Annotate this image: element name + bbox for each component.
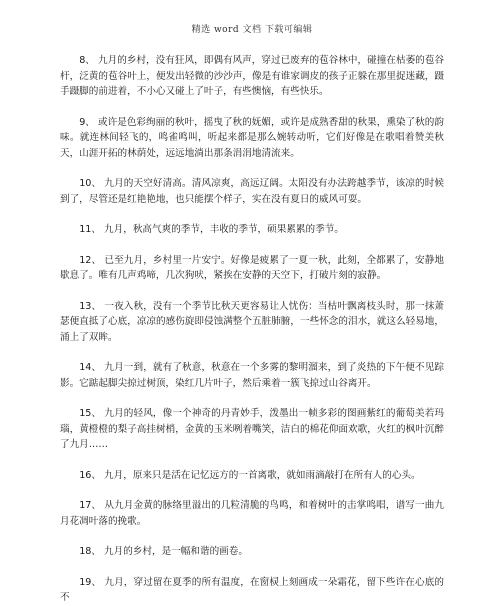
paragraph-19: 19、 九月，穿过留在夏季的所有温度，在窗棂上刻画成一朵霜花，留下些许在心底的不 [60, 576, 444, 603]
paragraph-12: 12、 已至九月，乡村里一片安宁。好像是疲累了一夏一秋，此刻，全都累了，安静地歇息了。唯有几声鸡啼，几次狗吠，紧挨在安静的天空下，打破片刻的寂静。 [60, 254, 444, 281]
paragraph-15: 15、 九月的轻风，像一个神奇的丹青妙手，泼墨出一帧多彩的图画紫红的葡萄美若玛瑙，黄橙橙的梨子高挂树梢，金黄的玉米咧着嘴笑，洁白的棉花仰面欢歌，火红的枫叶沉醉了九月…… [60, 408, 444, 450]
paragraph-10: 10、 九月的天空好清高。清风凉爽，高远辽阔。太阳没有办法跨越季节，该凉的时候到了，尽管还是红艳艳地，也只能摆个样子，实在没有夏日的威风可耍。 [60, 178, 444, 205]
paragraph-17: 17、 从九月金黄的脉络里溢出的几粒清脆的鸟鸣，和着树叶的击掌鸣唱，谱写一曲九月花凋叶落的挽歌。 [60, 500, 444, 527]
paragraph-13: 13、 一夜入秋，没有一个季节比秋天更容易让人忧伤：当枯叶飘离枝头时，那一抹萧瑟便直抵了心底，凉凉的感伤旋即侵蚀满整个五脏肺腑，一些怀念的泪水，就这么轻易地，涌上了双眸。 [60, 300, 444, 343]
paragraph-14: 14、 九月一到，就有了秋意，秋意在一个多雾的黎明溜来，到了炎热的下午便不见踪影。它踮起脚尖掠过树顶，染红几片叶子，然后乘着一簇飞掠过山谷离开。 [60, 362, 444, 389]
paragraph-16: 16、 九月，原来只是活在记忆远方的一首离歌，就如雨滴敲打在所有人的心头。 [79, 469, 421, 481]
paragraph-9: 9、 或许是色彩绚丽的秋叶，摇曳了秋的妩媚，或许是成熟香甜的秋果，熏染了秋的韵味。就连林间轻飞的，鸣雀鸣叫，听起来都是那么婉转动听，它们好像是在歌唱着赞美秋天，山涯开拓的林荫处，远远地淌出那条涓涓地清流来。 [60, 116, 444, 159]
paragraph-11: 11、 九月，秋高气爽的季节，丰收的季节，硕果累累的季节。 [79, 224, 344, 235]
page-header: 精选 word 文档 下载可编辑 [191, 25, 313, 35]
paragraph-8: 8、 九月的乡村，没有狂风，即偶有风声，穿过已废弃的苞谷林中，碰撞在枯萎的苞谷杆，泛黄的苞谷叶上，便发出轻微的沙沙声，像是有谁家调皮的孩子正躲在那里捉迷藏，蹑手蹑脚的前进着，不小心又碰上了叶子，有些懊恼，有些快乐。 [60, 55, 444, 97]
document-body [60, 53, 444, 606]
paragraph-18: 18、 九月的乡村，是一幅和谐的画卷。 [79, 546, 248, 557]
